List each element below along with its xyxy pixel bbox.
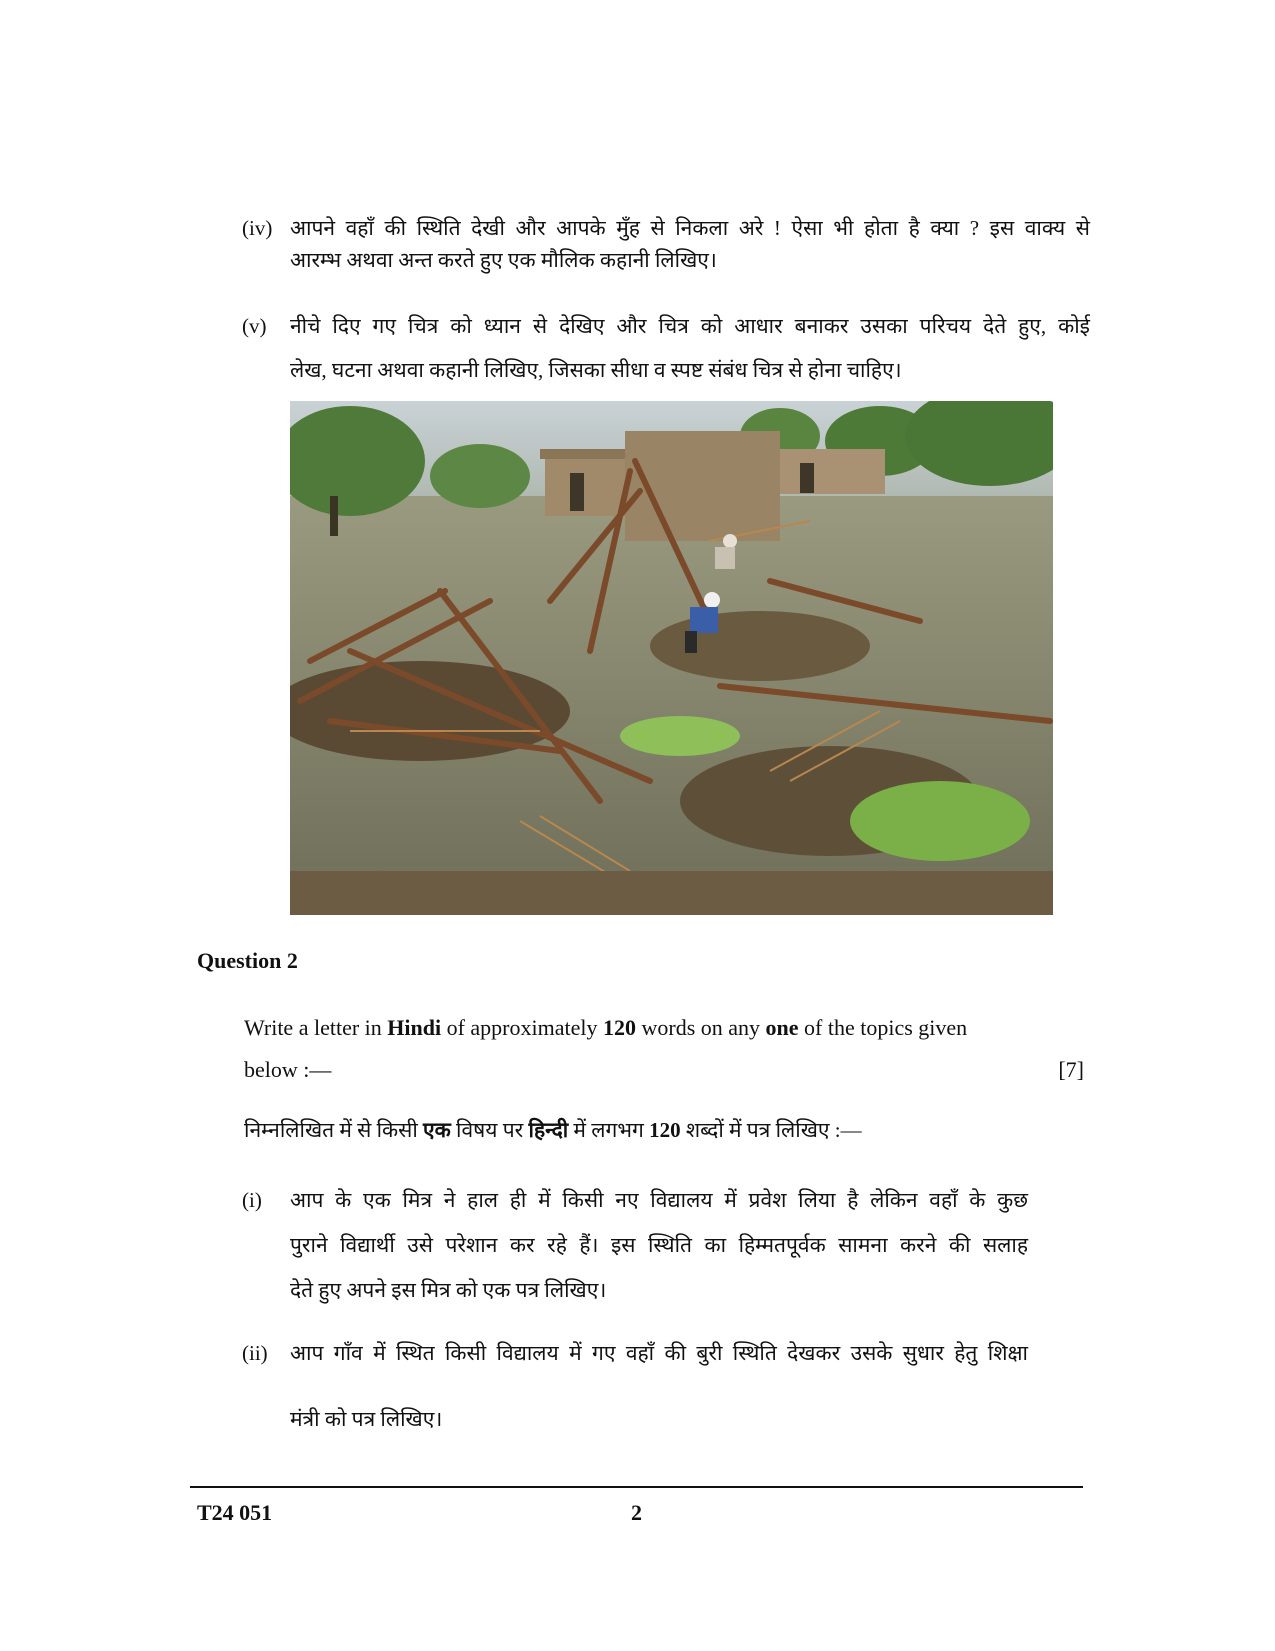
option-text — [290, 304, 1090, 392]
instruction-line-2: below :— — [244, 1057, 332, 1082]
instruction-emphasis: 120 — [603, 1015, 636, 1040]
question-instruction — [244, 1007, 1084, 1091]
option-number: (i) — [242, 1188, 262, 1212]
text-line: देते हुए अपने इस मित्र को एक पत्र लिखिए। — [290, 1278, 607, 1302]
instruction-emphasis: Hindi — [387, 1015, 442, 1040]
instruction-text: words on any — [636, 1015, 766, 1040]
page-number: 2 — [631, 1500, 642, 1525]
flood-photo-illustration — [290, 401, 1053, 915]
option-number: (ii) — [242, 1341, 268, 1365]
text-line: मंत्री को पत्र लिखिए। — [290, 1407, 443, 1431]
question-title: Question 2 — [197, 948, 298, 973]
instruction-text: शब्दों में पत्र लिखिए :— — [680, 1118, 862, 1142]
hindi-instruction — [244, 1116, 862, 1144]
text-line: नीचे दिए गए चित्र को ध्यान से देखिए और चित्र को आधार बनाकर उसका परिचय देते हुए, कोई — [290, 314, 1090, 338]
instruction-text: विषय पर — [450, 1118, 529, 1142]
instruction-text: निम्नलिखित में से किसी — [244, 1118, 424, 1142]
option-number: (v) — [242, 314, 267, 338]
instruction-line-1 — [244, 1007, 1084, 1049]
instruction-emphasis: हिन्दी — [528, 1118, 569, 1142]
instruction-text: में लगभग — [568, 1118, 650, 1142]
option-i — [242, 1178, 1028, 1313]
option-number: (iv) — [242, 216, 273, 240]
option-text — [290, 1320, 1028, 1452]
text-line: पुराने विद्यार्थी उसे परेशान कर रहे हैं। इस स्थिति का हिम्मतपूर्वक सामना करने की सलाह — [290, 1233, 1028, 1257]
text-line: लेख, घटना अथवा कहानी लिखिए, जिसका सीधा व स्पष्ट संबंध चित्र से होना चाहिए। — [290, 358, 902, 382]
flood-photo — [290, 401, 1053, 915]
option-v — [242, 304, 1090, 392]
option-ii — [242, 1320, 1028, 1452]
text-line: आरम्भ अथवा अन्त करते हुए एक मौलिक कहानी लिखिए। — [290, 248, 717, 272]
marks-label: [7] — [1058, 1057, 1084, 1082]
instruction-emphasis: one — [765, 1015, 799, 1040]
instruction-emphasis: एक — [423, 1118, 451, 1142]
text-line: आप के एक मित्र ने हाल ही में किसी नए विद्यालय में प्रवेश लिया है लेकिन वहाँ के कुछ — [290, 1188, 1028, 1212]
instruction-text: Write a letter in — [244, 1015, 388, 1040]
text-line: आपने वहाँ की स्थिति देखी और आपके मुँह से निकला अरे ! ऐसा भी होता है क्या ? इस वाक्य से — [290, 216, 1091, 240]
option-iv — [242, 212, 1090, 276]
text-line: आप गाँव में स्थित किसी विद्यालय में गए वहाँ की बुरी स्थिति देखकर उसके सुधार हेतु शिक्षा — [290, 1341, 1028, 1365]
footer-divider — [190, 1486, 1083, 1488]
paper-code: T24 051 — [197, 1500, 273, 1525]
instruction-text: of the topics given — [798, 1015, 968, 1040]
instruction-emphasis: 120 — [649, 1118, 681, 1142]
option-text — [290, 1178, 1028, 1313]
option-text — [290, 212, 1090, 276]
instruction-text: of approximately — [441, 1015, 603, 1040]
